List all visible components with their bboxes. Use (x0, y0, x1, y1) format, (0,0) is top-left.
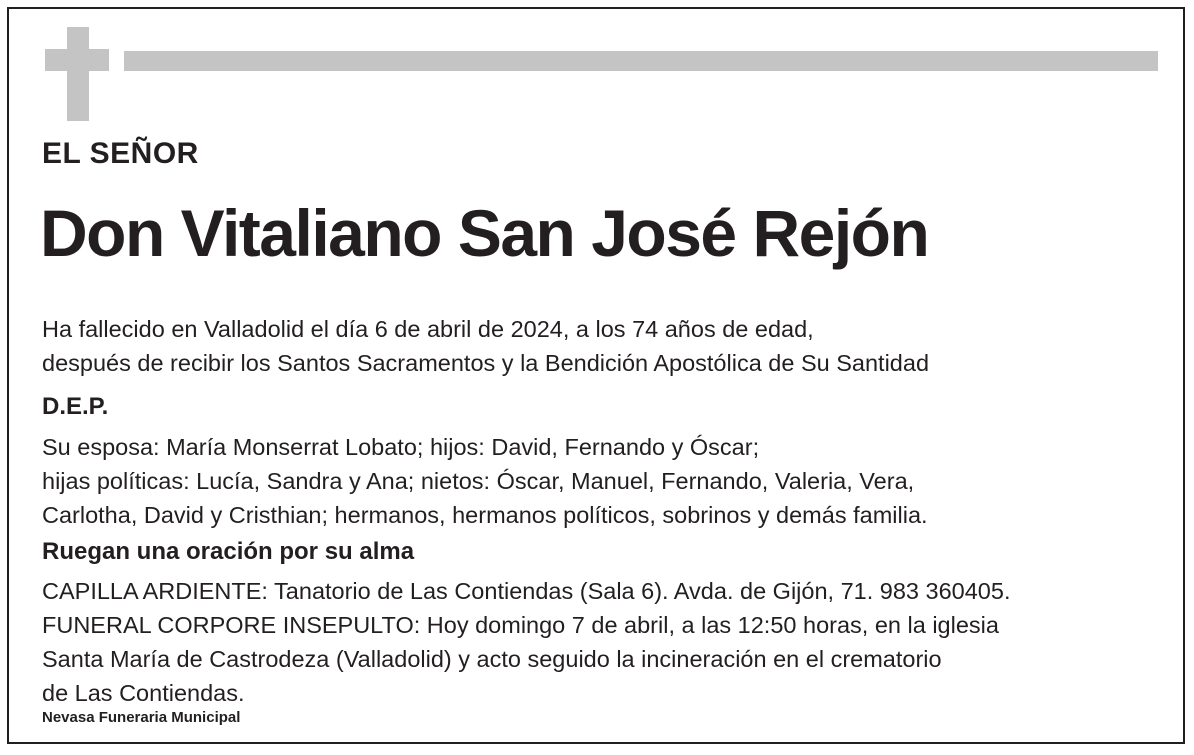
service-line: CAPILLA ARDIENTE: Tanatorio de Las Contiendas (Sala 6). Avda. de Gijón, 71. 983 360405. (42, 578, 1011, 604)
service-details (42, 574, 1010, 710)
service-line: de Las Contiendas. (42, 680, 245, 706)
deceased-name: Don Vitaliano San José Rejón (40, 196, 929, 270)
honorific-title: EL SEÑOR (42, 137, 199, 170)
cross-vertical-bar (67, 27, 89, 121)
funeral-home-credit: Nevasa Funeraria Municipal (42, 709, 241, 726)
prayer-request: Ruegan una oración por su alma (42, 538, 415, 565)
family-line: Carlotha, David y Cristhian; hermanos, hermanos políticos, sobrinos y demás familia. (42, 502, 928, 528)
service-line: Santa María de Castrodeza (Valladolid) y acto seguido la incineración en el crematorio (42, 646, 942, 672)
service-line: FUNERAL CORPORE INSEPULTO: Hoy domingo 7 de abril, a las 12:50 horas, en la iglesia (42, 612, 999, 638)
death-line: después de recibir los Santos Sacramentos y la Bendición Apostólica de Su Santidad (42, 350, 930, 376)
family-line: Su esposa: María Monserrat Lobato; hijos: David, Fernando y Óscar; (42, 434, 760, 460)
header-divider-bar (124, 51, 1158, 71)
death-announcement (42, 312, 929, 380)
rip-label: D.E.P. (42, 393, 109, 420)
cross-horizontal-bar (45, 49, 109, 71)
death-line: Ha fallecido en Valladolid el día 6 de abril de 2024, a los 74 años de edad, (42, 316, 814, 342)
family-line: hijas políticas: Lucía, Sandra y Ana; nietos: Óscar, Manuel, Fernando, Valeria, Vera, (42, 468, 915, 494)
family-list (42, 430, 928, 532)
